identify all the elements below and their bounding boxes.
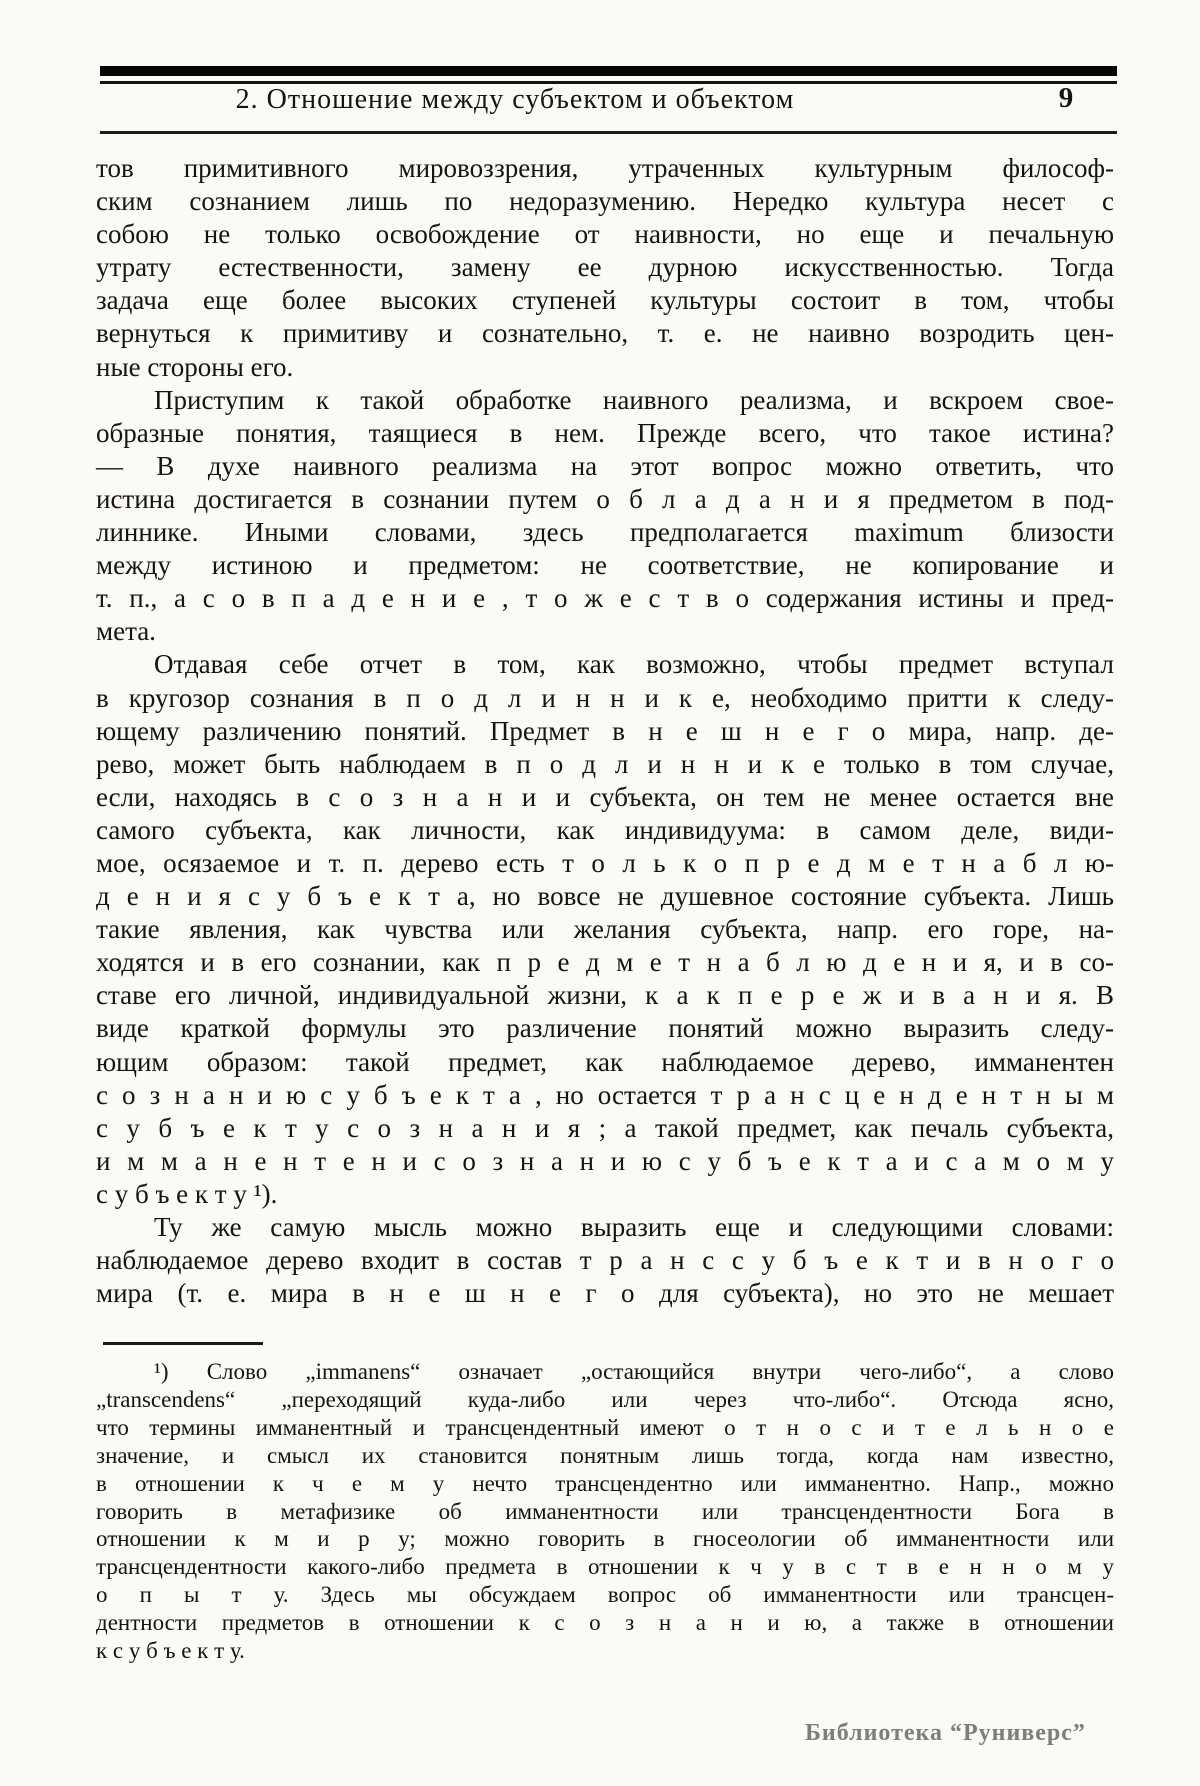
text-line: „transcendens“ „переходящий куда-либо или через что-либо“. Отсюда ясно, — [96, 1386, 1114, 1412]
paragraph — [96, 152, 1114, 384]
text-line: отношении к м и р у; можно говорить в гносеологии об имманентности или — [96, 1526, 1114, 1552]
text-line: между истиною и предметом: не соответствие, не копирование и — [96, 550, 1114, 581]
text-line: к с у б ъ е к т у. — [96, 1638, 245, 1664]
text-line: рево, может быть наблюдаем в п о д л и н н и к е только в том случае, — [96, 748, 1114, 779]
text-line: ющему различению понятий. Предмет в н е ш н е г о мира, напр. де- — [96, 715, 1114, 746]
text-line: трансцендентности какого-либо предмета в отношении к ч у в с т в е н н о м у — [96, 1554, 1114, 1580]
text-line: задача еще более высоких ступеней культуры состоит в том, чтобы — [96, 285, 1114, 316]
text-line: значение, и смысл их становится понятным лишь тогда, когда нам известно, — [96, 1442, 1114, 1468]
text-line: ющим образом: такой предмет, как наблюдаемое дерево, имманентен — [96, 1046, 1114, 1077]
text-line: в отношении к ч е м у нечто трансцендентно или имманентно. Напр., можно — [96, 1470, 1114, 1496]
text-line: мое, осязаемое и т. п. дерево есть т о л ь к о п р е д м е т н а б л ю- — [96, 847, 1114, 878]
paragraph — [96, 384, 1114, 649]
text-line: с о з н а н и ю с у б ъ е к т а , но остается т р а н с ц е н д е н т н ы м — [96, 1079, 1114, 1110]
text-line: с у б ъ е к т у с о з н а н и я ; а такой предмет, как печаль субъекта, — [96, 1112, 1114, 1143]
text-line: утрату естественности, замену ее дурною искусственностью. Тогда — [96, 252, 1114, 283]
text-line: наблюдаемое дерево входит в состав т р а н с с у б ъ е к т и в н о г о — [96, 1245, 1114, 1276]
page-number: 9 — [1058, 82, 1074, 114]
text-line: Отдавая себе отчет в том, как возможно, чтобы предмет вступал — [154, 649, 1114, 680]
paragraph — [96, 648, 1114, 1211]
chapter-header: 2. Отношение между субъектом и объектом — [235, 84, 795, 115]
text-line: линнике. Иными словами, здесь предполагается maximum близости — [96, 517, 1114, 548]
text-line: в кругозор сознания в п о д л и н н и к е, необходимо притти к следу- — [96, 682, 1114, 713]
library-watermark: Библиотека “Руниверс” — [805, 1720, 1086, 1746]
text-line: самого субъекта, как личности, как индивидуума: в самом деле, види- — [96, 814, 1114, 845]
text-line: если, находясь в с о з н а н и и субъекта, он тем не менее остается вне — [96, 781, 1114, 812]
header-underline-rule — [100, 131, 1117, 134]
text-line: вернуться к примитиву и сознательно, т. е. не наивно возродить цен- — [96, 318, 1114, 349]
text-line: ставе его личной, индивидуальной жизни, к а к п е р е ж и в а н и я. В — [96, 980, 1114, 1011]
top-thick-rule — [100, 66, 1117, 76]
text-line: с у б ъ е к т у ¹). — [96, 1178, 278, 1209]
text-line: дентности предметов в отношении к с о з н а н и ю, а также в отношении — [96, 1610, 1114, 1636]
footnote-separator — [103, 1342, 263, 1345]
text-line: т. п., а с о в п а д е н и е , т о ж е с т в о содержания истины и пред- — [96, 583, 1114, 614]
text-line: виде краткой формулы это различение понятий можно выразить следу- — [96, 1013, 1114, 1044]
text-line: истина достигается в сознании путем о б л а д а н и я предметом в под- — [96, 483, 1114, 514]
text-line: ходятся и в его сознании, как п р е д м е т н а б л ю д е н и я, и в со- — [96, 947, 1114, 978]
paragraph — [96, 1211, 1114, 1310]
body-text — [96, 152, 1114, 1310]
text-line: тов примитивного мировоззрения, утраченных культурным философ- — [96, 153, 1114, 183]
text-line: Ту же самую мысль можно выразить еще и следующими словами: — [154, 1212, 1114, 1242]
text-line: ¹) Слово „immanens“ означает „остающийся внутри чего-либо“, а слово — [154, 1359, 1114, 1384]
text-line: Приступим к такой обработке наивного реализма, и вскроем свое- — [154, 384, 1114, 415]
footnote-text — [96, 1358, 1114, 1665]
text-line: д е н и я с у б ъ е к т а, но вовсе не душевное состояние субъекта. Лишь — [96, 881, 1114, 912]
text-line: такие явления, как чувства или желания субъекта, напр. его горе, на- — [96, 914, 1114, 945]
text-line: говорить в метафизике об имманентности или трансцендентности Бога в — [96, 1498, 1114, 1524]
text-line: и м м а н е н т е н и с о з н а н и ю с у б ъ е к т а и с а м о м у — [96, 1145, 1114, 1176]
text-line: что термины имманентный и трансцендентный имеют о т н о с и т е л ь н о е — [96, 1414, 1114, 1440]
text-line: собою не только освобождение от наивности, но еще и печальную — [96, 219, 1114, 250]
text-line: — В духе наивного реализма на этот вопрос можно ответить, что — [96, 450, 1114, 481]
text-line: о п ы т у. Здесь мы обсуждаем вопрос об имманентности или трансцен- — [96, 1582, 1114, 1608]
text-line: мета. — [96, 616, 156, 647]
text-line: образные понятия, таящиеся в нем. Прежде всего, что такое истина? — [96, 417, 1114, 448]
text-line: ским сознанием лишь по недоразумению. Нередко культура несет с — [96, 186, 1114, 217]
text-line: ные стороны его. — [96, 351, 294, 382]
text-line: мира (т. е. мира в н е ш н е г о для субъекта), но это не мешает — [96, 1278, 1114, 1309]
